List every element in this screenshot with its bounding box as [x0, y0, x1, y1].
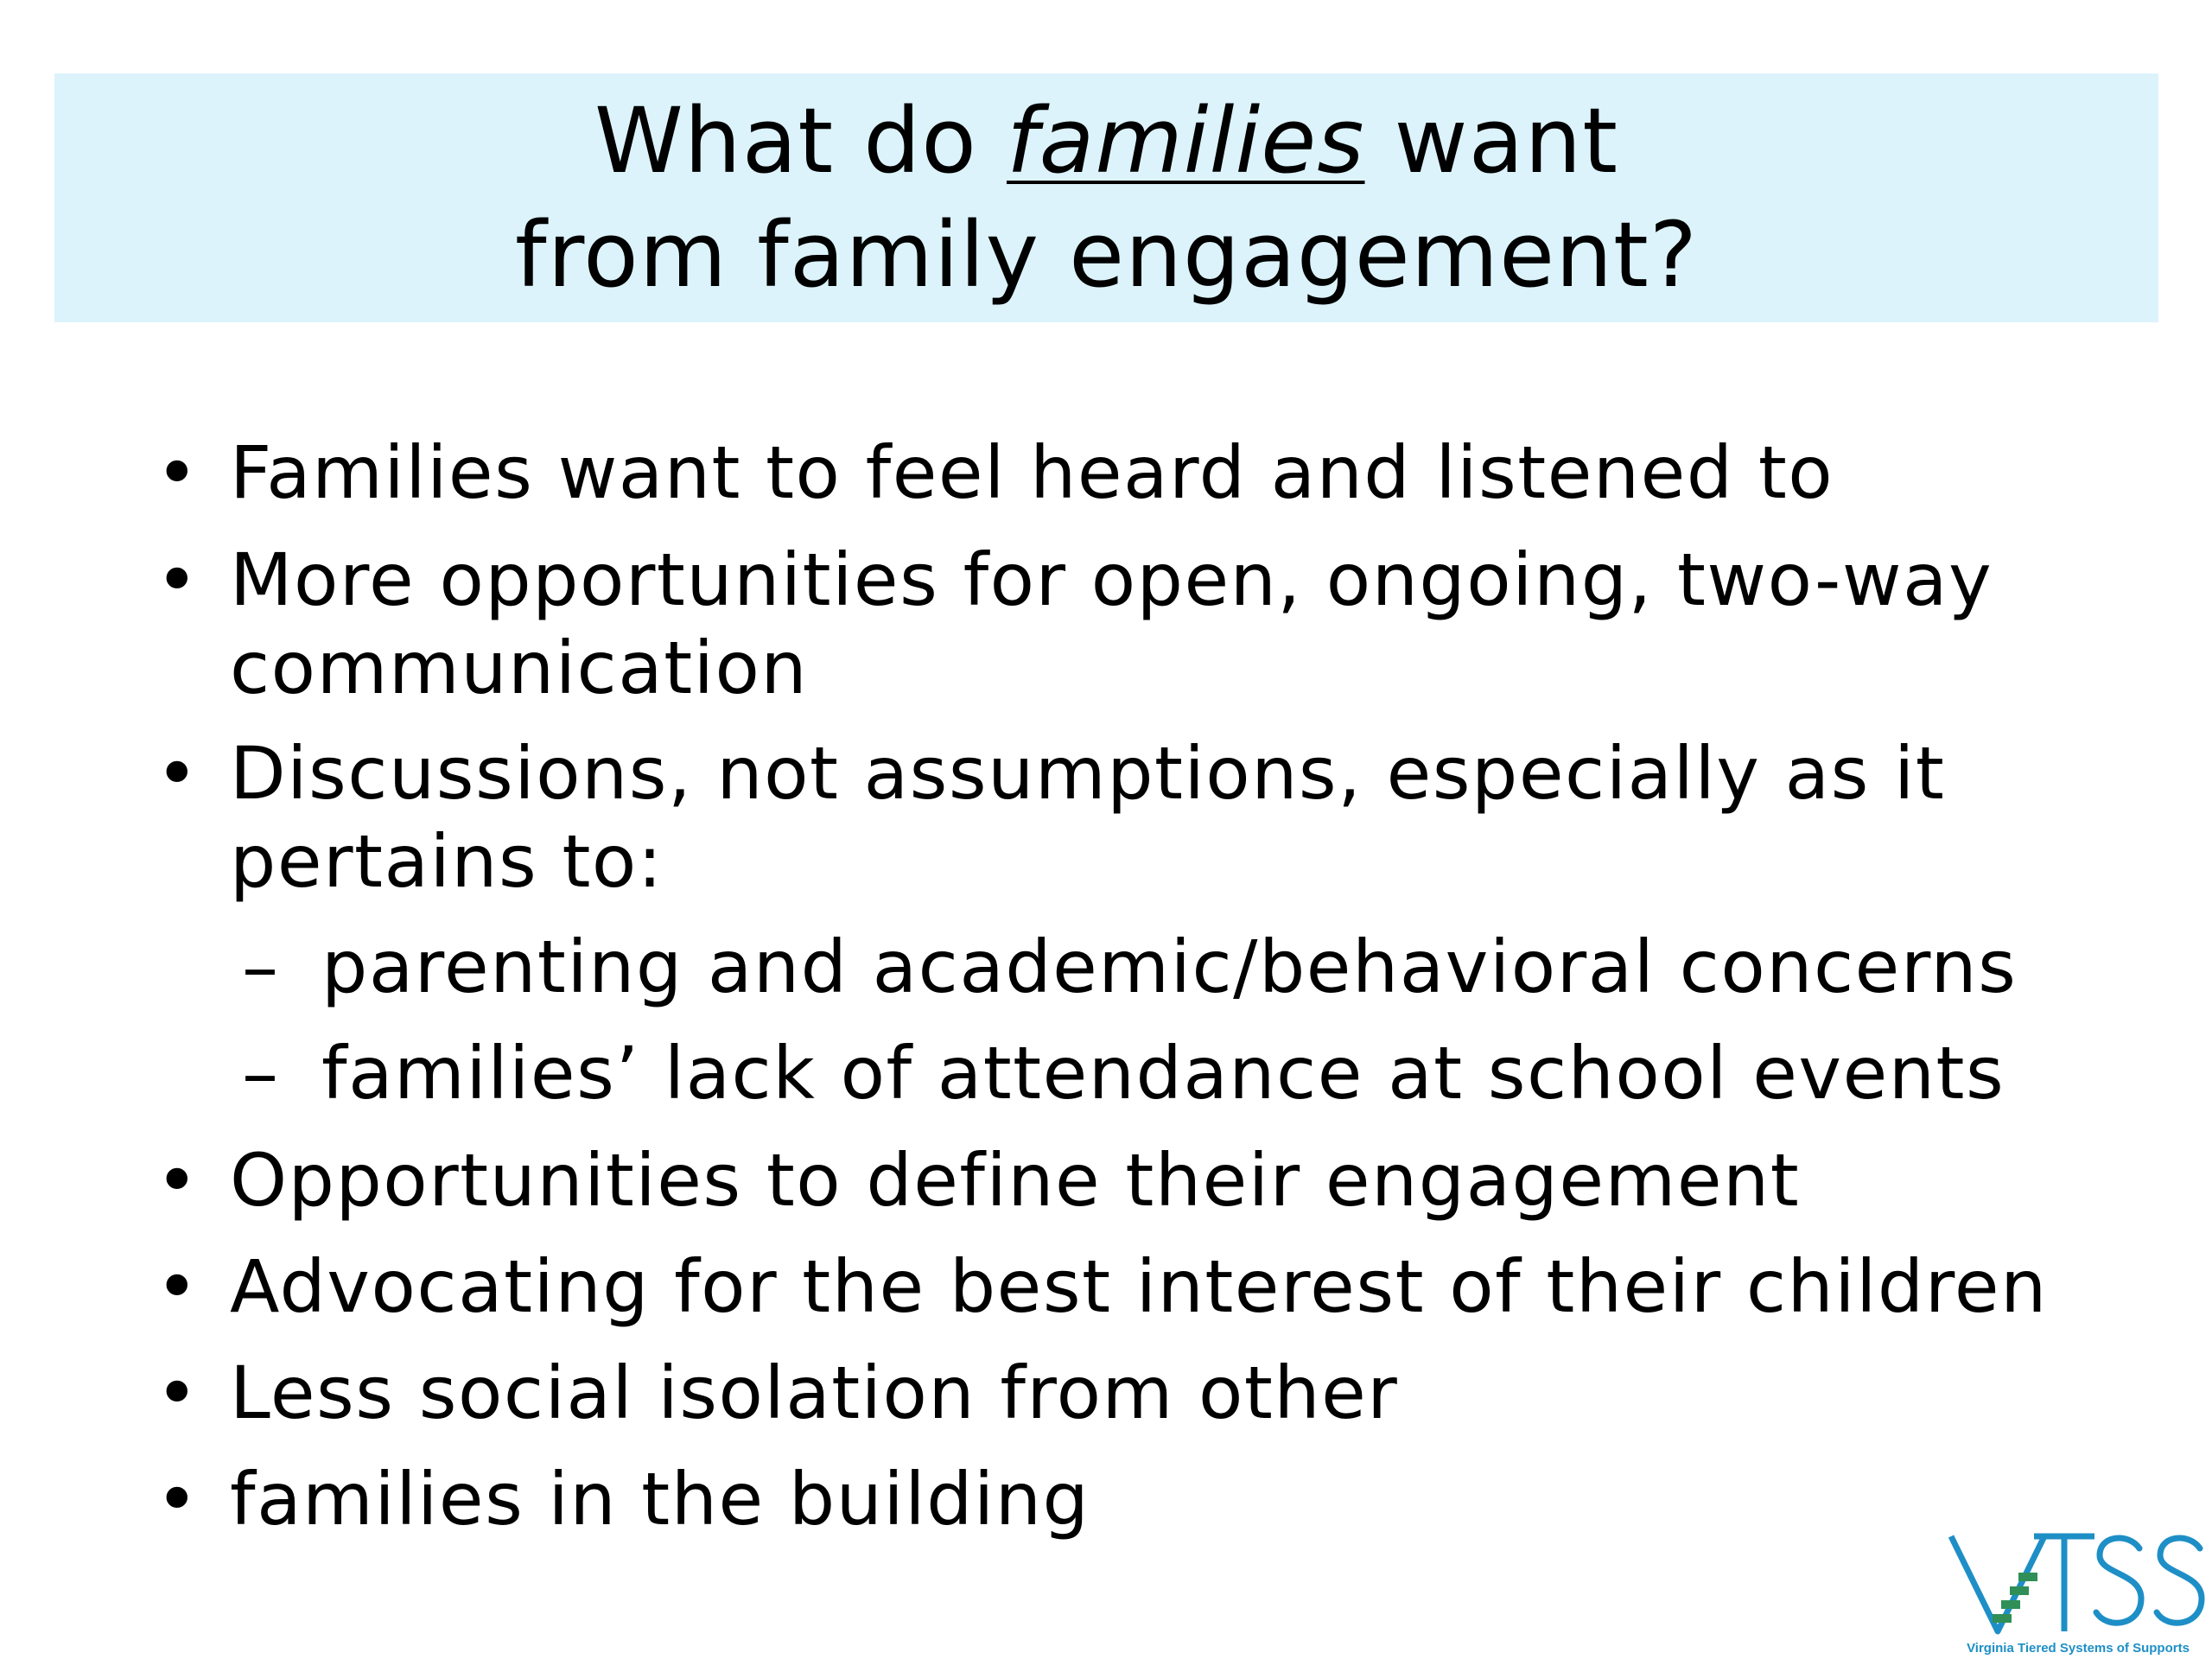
title-suffix: want: [1364, 88, 1619, 194]
bullet-marker: •: [156, 1138, 200, 1223]
sub-bullet-text: families’ lack of attendance at school events: [321, 1031, 2005, 1116]
bullet-item: [156, 728, 1946, 818]
bullet-item: [156, 1242, 2048, 1332]
bullet-text: More opportunities for open, ongoing, two-way: [230, 537, 1993, 622]
bullet-text: families in the building: [230, 1457, 1090, 1541]
bullet-text: Families want to feel heard and listened to: [230, 430, 1834, 515]
bullet-marker: •: [156, 1244, 200, 1329]
sub-bullet-item: [242, 922, 2018, 1012]
bullet-text: Advocating for the best interest of their children: [230, 1244, 2048, 1329]
bullet-text: Discussions, not assumptions, especially as it: [230, 731, 1946, 816]
sub-bullet-item: [242, 1028, 2005, 1118]
bullet-marker: •: [156, 430, 200, 515]
dash-marker: –: [242, 925, 280, 1009]
bullet-marker: •: [156, 731, 200, 816]
title-emphasis: families: [1006, 88, 1365, 194]
bullet-item: [156, 535, 1993, 625]
bullet-item: [156, 428, 1834, 518]
bullet-continuation: communication: [230, 626, 809, 710]
logo-tagline: Virginia Tiered Systems of Supports: [1967, 1641, 2190, 1656]
bullet-item: [156, 1135, 1801, 1225]
vtss-logo: [1944, 1529, 2212, 1659]
bullet-item: [156, 1454, 1090, 1544]
title-line-2: from family engagement?: [515, 202, 1698, 308]
bullet-item: [156, 1348, 1399, 1438]
bullet-marker: •: [156, 537, 200, 622]
title-prefix: What do: [594, 88, 1007, 194]
bullet-continuation: pertains to:: [230, 819, 664, 904]
dash-marker: –: [242, 1031, 280, 1116]
bullet-text: Opportunities to define their engagement: [230, 1138, 1801, 1223]
bullet-marker: •: [156, 1351, 200, 1435]
bullet-text: Less social isolation from other: [230, 1351, 1399, 1435]
bullet-marker: •: [156, 1457, 200, 1541]
sub-bullet-text: parenting and academic/behavioral concerns: [321, 925, 2018, 1009]
